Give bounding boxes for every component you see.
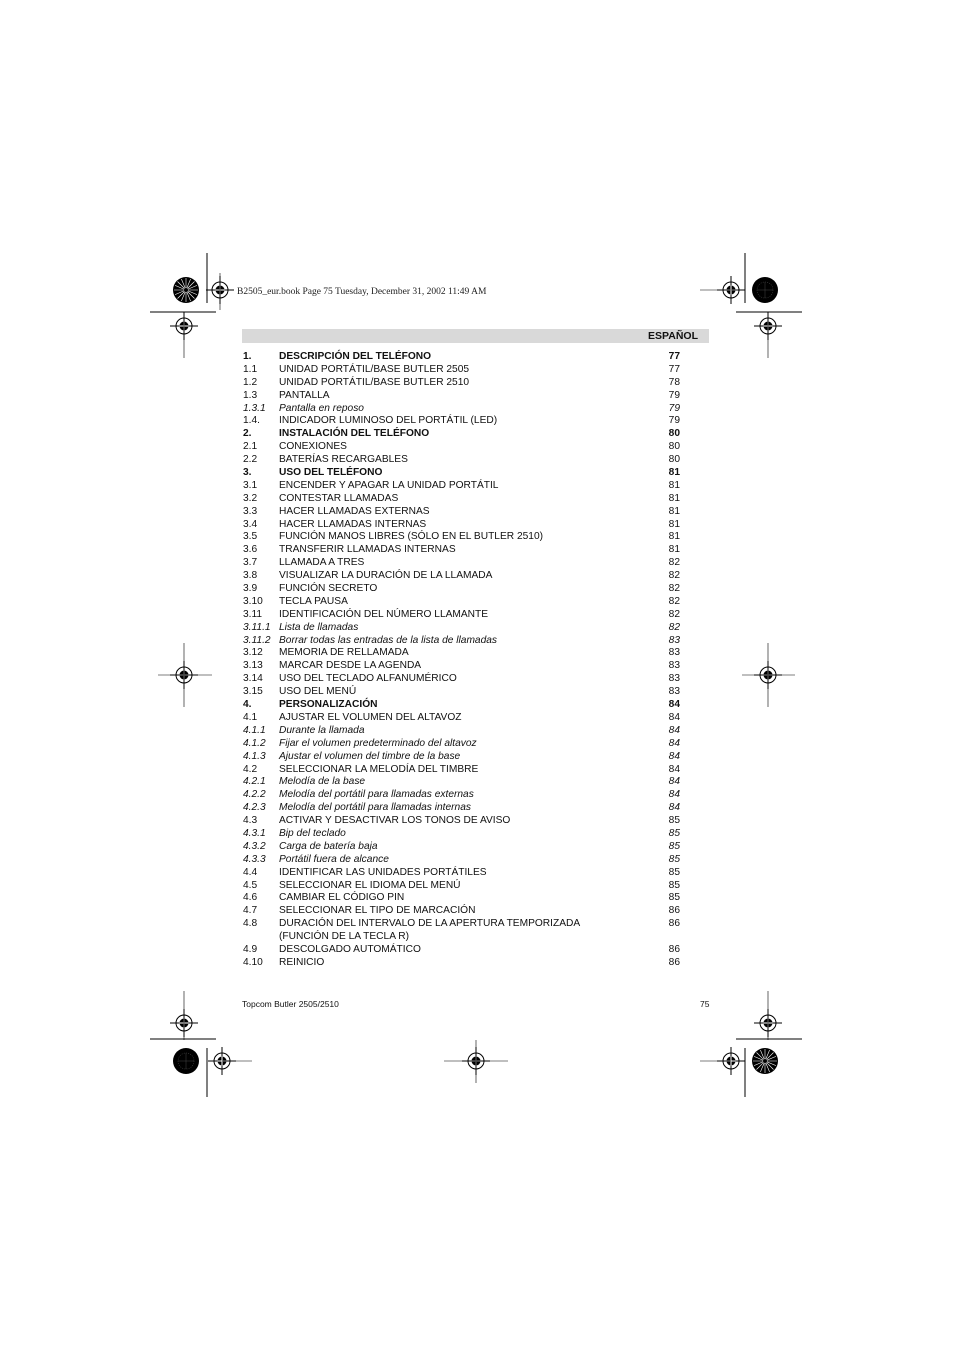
toc-entry-page: 84	[668, 763, 680, 775]
toc-entry-number: 4.4	[243, 866, 258, 878]
toc-entry-title: Bip del teclado	[279, 827, 346, 839]
toc-entry-number: 1.2	[243, 376, 258, 388]
toc-entry-number: 3.2	[243, 492, 258, 504]
toc-entry-number: 3.9	[243, 583, 258, 595]
toc-entry-page: 80	[668, 454, 680, 466]
toc-entry-page: 85	[668, 815, 680, 827]
toc-entry-number: 3.14	[243, 673, 263, 685]
toc-entry-title: SELECCIONAR EL TIPO DE MARCACIÓN	[279, 905, 476, 917]
toc-entry-title: Pantalla en reposo	[279, 402, 364, 414]
toc-entry-number: 4.3.1	[243, 827, 266, 839]
toc-entry[interactable]	[243, 815, 680, 828]
toc-entry-number: 4.2.2	[243, 789, 266, 801]
toc-entry[interactable]	[243, 725, 680, 738]
toc-entry-page: 84	[668, 724, 680, 736]
toc-entry[interactable]	[243, 570, 680, 583]
toc-entry-page: 82	[668, 621, 680, 633]
toc-entry-page: 84	[668, 802, 680, 814]
toc-entry[interactable]	[243, 944, 680, 957]
book-slug: B2505_eur.book Page 75 Tuesday, December 31, 2002 11:49 AM	[237, 287, 487, 297]
toc-entry-page: 78	[668, 376, 680, 388]
toc-entry-number: 4.1.1	[243, 724, 266, 736]
toc-entry-title: DURACIÓN DEL INTERVALO DE LA APERTURA TEMPORIZADA	[279, 918, 581, 930]
toc-entry-page: 81	[668, 505, 680, 517]
toc-entry-title: UNIDAD PORTÁTIL/BASE BUTLER 2505	[279, 363, 470, 375]
toc-entry[interactable]	[243, 957, 680, 970]
toc-entry-number: 3.7	[243, 557, 258, 569]
toc-entry[interactable]	[243, 764, 680, 777]
toc-entry[interactable]	[243, 364, 680, 377]
toc-entry-page: 84	[668, 737, 680, 749]
toc-entry-page: 84	[668, 699, 680, 711]
toc-entry-title: PANTALLA	[279, 389, 330, 401]
toc-entry-page: 82	[668, 595, 680, 607]
toc-entry[interactable]	[243, 673, 680, 686]
toc-entry-number: 1.1	[243, 363, 258, 375]
toc-entry-page: 79	[668, 415, 680, 427]
toc-entry-number: 3.5	[243, 531, 258, 543]
toc-entry-number: 4.2	[243, 763, 258, 775]
toc-entry-page: 86	[668, 956, 680, 968]
toc-entry-number: 4.3.3	[243, 853, 266, 865]
toc-entry-title: DESCRIPCIÓN DEL TELÉFONO	[279, 351, 432, 362]
toc-entry-title: TECLA PAUSA	[279, 595, 348, 607]
footer-product-name: Topcom Butler 2505/2510	[242, 999, 339, 1009]
toc-entry-page: 81	[668, 467, 680, 479]
toc-entry[interactable]	[243, 493, 680, 506]
toc-entry-page: 81	[668, 518, 680, 530]
toc-entry-number: 2.2	[243, 454, 258, 466]
toc-entry[interactable]	[243, 647, 680, 660]
toc-entry-title: Melodía del portátil para llamadas externas	[279, 789, 474, 801]
toc-entry-number: 3.11.1	[243, 621, 271, 633]
toc-entry-title: REINICIO	[279, 956, 325, 968]
toc-entry[interactable]	[243, 880, 680, 893]
toc-entry-page: 82	[668, 557, 680, 569]
toc-entry-number: 2.1	[243, 441, 258, 453]
toc-entry[interactable]	[243, 854, 680, 867]
toc-entry[interactable]	[243, 609, 680, 622]
toc-entry-number: 1.3	[243, 389, 258, 401]
toc-entry-number: 3.13	[243, 660, 263, 672]
toc-entry[interactable]	[243, 776, 680, 789]
toc-entry-title: INDICADOR LUMINOSO DEL PORTÁTIL (LED)	[279, 415, 498, 427]
toc-entry[interactable]	[243, 712, 680, 725]
toc-entry[interactable]	[243, 905, 680, 918]
toc-entry-title: FUNCIÓN SECRETO	[279, 583, 378, 595]
toc-entry-number: 4.3	[243, 815, 258, 827]
toc-entry-number: 3.6	[243, 544, 258, 556]
toc-entry-title: SELECCIONAR EL IDIOMA DEL MENÚ	[279, 879, 461, 891]
toc-entry[interactable]	[243, 751, 680, 764]
toc-entry[interactable]	[243, 635, 680, 648]
toc-entry-page: 82	[668, 570, 680, 582]
toc-entry-title: USO DEL TELÉFONO	[279, 467, 383, 479]
toc-entry-number: 1.	[243, 351, 252, 362]
toc-entry-page: 85	[668, 827, 680, 839]
toc-entry-title: Borrar todas las entradas de la lista de llamadas	[279, 634, 498, 646]
toc-entry-page: 81	[668, 531, 680, 543]
toc-entry-title: FUNCIÓN MANOS LIBRES (SÓLO EN EL BUTLER 2510)	[279, 531, 543, 543]
toc-entry-title: Melodía de la base	[279, 776, 366, 788]
toc-entry-title: AJUSTAR EL VOLUMEN DEL ALTAVOZ	[279, 711, 462, 723]
toc-entry-page: 84	[668, 750, 680, 762]
toc-entry-number: 4.5	[243, 879, 258, 891]
toc-entry-page: 81	[668, 492, 680, 504]
toc-entry-title: IDENTIFICACIÓN DEL NÚMERO LLAMANTE	[279, 608, 489, 620]
toc-entry-page: 85	[668, 892, 680, 904]
toc-entry-page: 85	[668, 879, 680, 891]
toc-entry-number: 3.8	[243, 570, 258, 582]
toc-entry[interactable]	[243, 828, 680, 841]
toc-entry-title: IDENTIFICAR LAS UNIDADES PORTÁTILES	[279, 866, 487, 878]
toc-entry-number: 3.11	[243, 608, 263, 620]
toc-entry-number: 4.3.2	[243, 840, 266, 852]
toc-entry-page: 77	[668, 363, 680, 375]
toc-entry[interactable]	[243, 428, 680, 441]
toc-entry-page: 80	[668, 441, 680, 453]
toc-entry-title: Ajustar el volumen del timbre de la base	[279, 750, 461, 762]
toc-entry-title: SELECCIONAR LA MELODÍA DEL TIMBRE	[279, 763, 479, 775]
toc-entry-title: TRANSFERIR LLAMADAS INTERNAS	[279, 544, 456, 556]
toc-entry-page: 79	[668, 402, 680, 414]
toc-entry-page: 84	[668, 789, 680, 801]
toc-entry-page: 80	[668, 428, 680, 440]
toc-entry-number: 4.1.3	[243, 750, 266, 762]
language-bar	[242, 329, 709, 343]
toc-entry-number: 2.	[243, 428, 252, 440]
toc-entry[interactable]	[243, 403, 680, 416]
toc-entry[interactable]	[243, 506, 680, 519]
toc-entry[interactable]	[243, 351, 680, 364]
toc-entry-number: 4.1.2	[243, 737, 266, 749]
toc-entry-page: 77	[668, 351, 680, 362]
toc-entry[interactable]	[243, 441, 680, 454]
toc-entry[interactable]	[243, 802, 680, 815]
toc-entry[interactable]	[243, 622, 680, 635]
toc-entry[interactable]	[243, 892, 680, 905]
toc-entry-page: 86	[668, 918, 680, 930]
toc-entry-title: USO DEL TECLADO ALFANUMÉRICO	[279, 673, 457, 685]
toc-entry-number: 3.11.2	[243, 634, 271, 646]
page-number: 75	[700, 999, 710, 1009]
language-label: ESPAÑOL	[648, 330, 698, 342]
toc-entry-number: 4.2.1	[243, 776, 266, 788]
toc-entry-title: ACTIVAR Y DESACTIVAR LOS TONOS DE AVISO	[279, 815, 511, 827]
toc-entry-page: 85	[668, 866, 680, 878]
toc-entry[interactable]	[243, 918, 680, 944]
toc-entry-title: VISUALIZAR LA DURACIÓN DE LA LLAMADA	[279, 570, 493, 582]
toc-entry-title: Melodía del portátil para llamadas internas	[279, 802, 471, 814]
toc-entry-number: 1.3.1	[243, 402, 266, 414]
toc-entry-title: Carga de batería baja	[279, 840, 378, 852]
toc-entry[interactable]	[243, 789, 680, 802]
toc-entry-page: 79	[668, 389, 680, 401]
toc-entry-title: MARCAR DESDE LA AGENDA	[279, 660, 422, 672]
toc-entry-number: 4.9	[243, 943, 258, 955]
toc-entry-number: 4.7	[243, 905, 258, 917]
toc-entry-number: 3.	[243, 467, 252, 479]
toc-entry-page: 85	[668, 840, 680, 852]
toc-entry-number: 3.12	[243, 647, 263, 659]
toc-entry[interactable]	[243, 377, 680, 390]
toc-entry-number: 4.8	[243, 918, 258, 930]
toc-entry-page: 82	[668, 583, 680, 595]
toc-entry-title: LLAMADA A TRES	[279, 557, 365, 569]
toc-entry-title: HACER LLAMADAS EXTERNAS	[279, 505, 430, 517]
toc-entry-number: 4.	[243, 699, 252, 711]
toc-entry[interactable]	[243, 480, 680, 493]
toc-entry-title: CONTESTAR LLAMADAS	[279, 492, 399, 504]
toc-entry-page: 84	[668, 776, 680, 788]
toc-entry-page: 86	[668, 943, 680, 955]
toc-entry-page: 84	[668, 711, 680, 723]
toc-entry[interactable]	[243, 867, 680, 880]
toc-entry[interactable]	[243, 738, 680, 751]
toc-entry-page: 81	[668, 479, 680, 491]
toc-entry-title: Fijar el volumen predeterminado del altavoz	[279, 737, 477, 749]
toc-entry[interactable]	[243, 596, 680, 609]
toc-entry-page: 81	[668, 544, 680, 556]
toc-entry[interactable]	[243, 583, 680, 596]
toc-entry-number: 3.4	[243, 518, 258, 530]
toc-entry-title: CONEXIONES	[279, 441, 347, 453]
toc-entry-title: UNIDAD PORTÁTIL/BASE BUTLER 2510	[279, 376, 470, 388]
toc-entry-number: 4.1	[243, 711, 258, 723]
toc-entry-number: 4.10	[243, 956, 263, 968]
toc-entry-title: BATERÍAS RECARGABLES	[279, 454, 408, 466]
toc-entry-title: DESCOLGADO AUTOMÁTICO	[279, 943, 421, 955]
toc-entry-page: 85	[668, 853, 680, 865]
toc-entry-title: PERSONALIZACIÓN	[279, 699, 378, 711]
toc-entry-title: Portátil fuera de alcance	[279, 853, 389, 865]
toc-entry[interactable]	[243, 699, 680, 712]
toc-entry[interactable]	[243, 454, 680, 467]
toc-entry-title: ENCENDER Y APAGAR LA UNIDAD PORTÁTIL	[279, 479, 499, 491]
toc-entry[interactable]	[243, 686, 680, 699]
toc-entry-number: 3.15	[243, 686, 263, 698]
toc-entry-number: 4.6	[243, 892, 258, 904]
toc-entry-number: 3.1	[243, 479, 258, 491]
toc-entry[interactable]	[243, 415, 680, 428]
toc-entry[interactable]	[243, 841, 680, 854]
toc-entry[interactable]	[243, 557, 680, 570]
toc-entry-title: HACER LLAMADAS INTERNAS	[279, 518, 427, 530]
toc-entry[interactable]	[243, 660, 680, 673]
toc-entry-title: USO DEL MENÚ	[279, 686, 357, 698]
toc-entry-page: 83	[668, 634, 680, 646]
toc-entry-title: Durante la llamada	[279, 724, 365, 736]
toc-entry-title-continued: (FUNCIÓN DE LA TECLA R)	[279, 931, 410, 943]
toc-entry[interactable]	[243, 467, 680, 480]
toc-entry-number: 1.4.	[243, 415, 260, 427]
toc-entry-page: 86	[668, 905, 680, 917]
toc-entry-page: 83	[668, 660, 680, 672]
toc-entry-number: 3.3	[243, 505, 258, 517]
toc-entry-number: 3.10	[243, 595, 263, 607]
toc-entry[interactable]	[243, 544, 680, 557]
toc-entry-page: 82	[668, 608, 680, 620]
toc-entry-title: MEMORIA DE RELLAMADA	[279, 647, 409, 659]
toc-entry[interactable]	[243, 519, 680, 532]
toc-entry-title: Lista de llamadas	[279, 621, 359, 633]
table-of-contents	[243, 351, 680, 970]
toc-entry-page: 83	[668, 686, 680, 698]
toc-entry-page: 83	[668, 673, 680, 685]
toc-entry-page: 83	[668, 647, 680, 659]
toc-entry[interactable]	[243, 531, 680, 544]
toc-entry-title: INSTALACIÓN DEL TELÉFONO	[279, 428, 430, 440]
toc-entry-number: 4.2.3	[243, 802, 266, 814]
toc-entry[interactable]	[243, 390, 680, 403]
toc-entry-title: CAMBIAR EL CÓDIGO PIN	[279, 892, 405, 904]
